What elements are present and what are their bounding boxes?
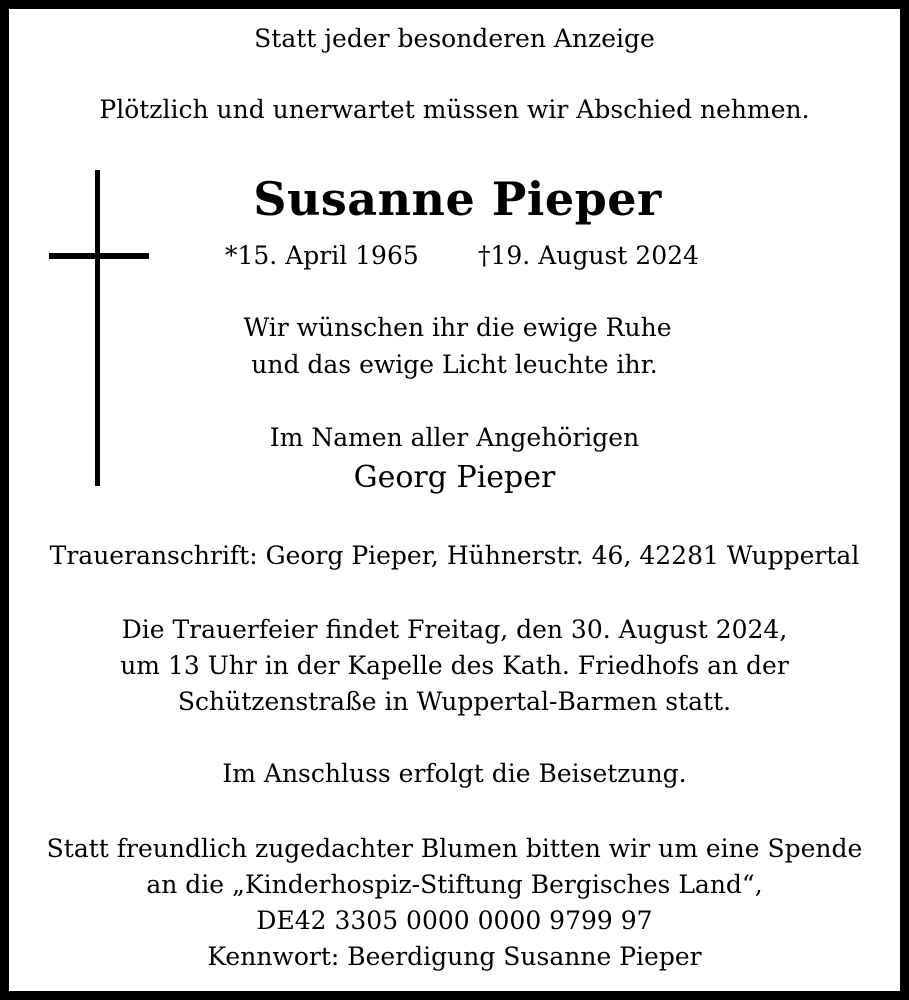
mourning-address: Traueranschrift: Georg Pieper, Hühnerstr. 46, 42281 Wuppertal xyxy=(49,541,860,570)
donation-line-1: Statt freundlich zugedachter Blumen bitten wir um eine Spende xyxy=(46,834,863,863)
death-date: †19. August 2024 xyxy=(478,241,699,270)
donation-line-2: an die „Kinderhospiz-Stiftung Bergisches Land“, xyxy=(146,870,763,899)
family-intro: Im Namen aller Angehörigen xyxy=(269,423,640,452)
prayer-line-1: Wir wünschen ihr die ewige Ruhe xyxy=(243,313,672,342)
deceased-name: Susanne Pieper xyxy=(253,172,662,226)
prayer-line-2: und das ewige Licht leuchte ihr. xyxy=(251,350,658,379)
service-line-1: Die Trauerfeier findet Freitag, den 30. August 2024, xyxy=(121,615,788,644)
service-line-3: Schützenstraße in Wuppertal-Barmen statt. xyxy=(177,687,732,716)
donation-keyword: Kennwort: Beerdigung Susanne Pieper xyxy=(207,942,702,971)
birth-date: *15. April 1965 xyxy=(225,241,419,270)
donation-iban: DE42 3305 0000 0000 9799 97 xyxy=(256,906,653,935)
family-signatory: Georg Pieper xyxy=(353,460,556,495)
service-line-2: um 13 Uhr in der Kapelle des Kath. Friedhofs an der xyxy=(120,651,789,680)
cross-icon-bar xyxy=(49,253,149,259)
burial-text: Im Anschluss erfolgt die Beisetzung. xyxy=(222,759,687,788)
notice-heading: Statt jeder besonderen Anzeige xyxy=(254,24,655,53)
intro-text: Plötzlich und unerwartet müssen wir Abschied nehmen. xyxy=(99,95,810,124)
